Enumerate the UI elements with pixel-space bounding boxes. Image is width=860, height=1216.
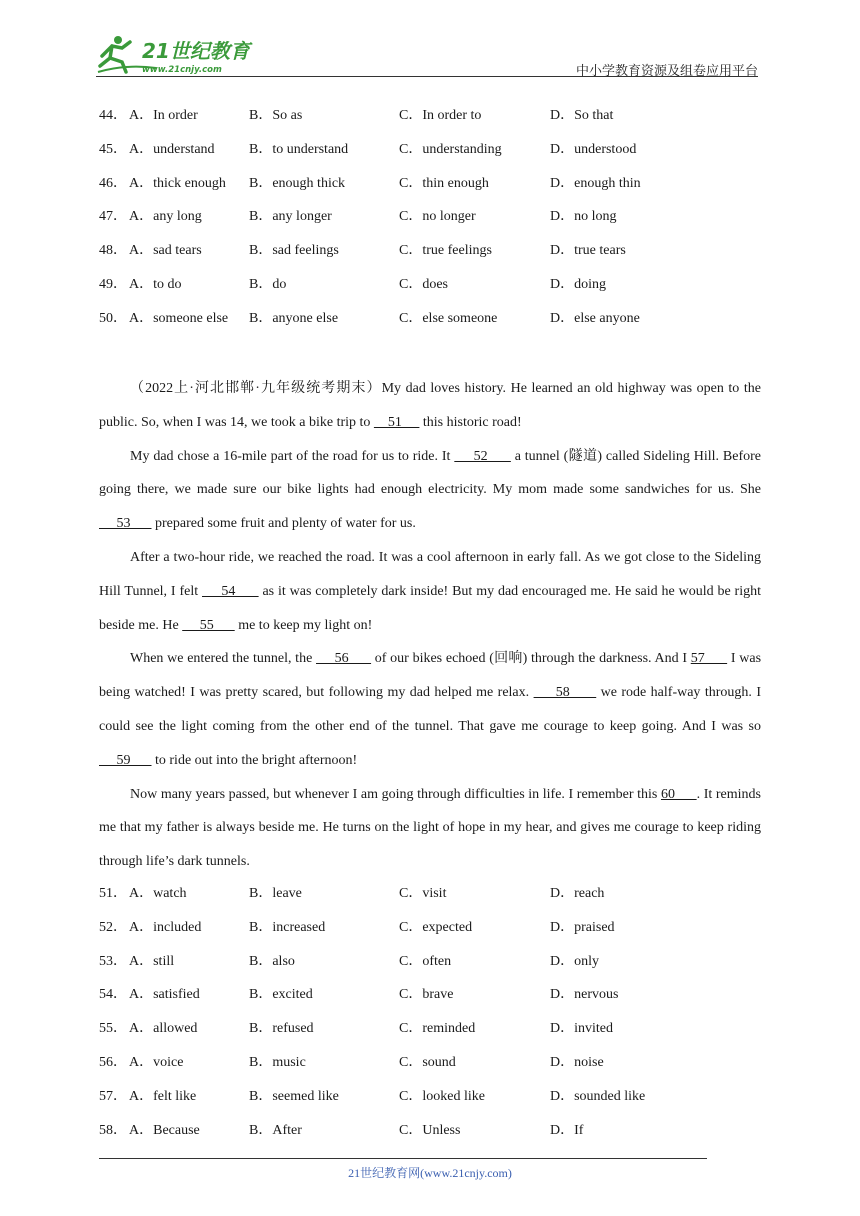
option-b: B．any longer <box>249 209 332 225</box>
blank-53: 53 <box>99 516 152 532</box>
option-a: A．understand <box>129 141 215 157</box>
option-c: C．expected <box>399 919 473 935</box>
option-b: B．So as <box>249 108 303 123</box>
blank-58: 58 <box>533 685 597 701</box>
question-number: 51． <box>99 886 127 901</box>
passage-text: of our bikes echoed (回响) through the darkness. And I <box>371 651 691 667</box>
passage-text: we rode half-way through. I could see the light coming from the other end of the tunnel. That gave me courage to keep going. And I was so <box>99 685 761 734</box>
question-number: 49． <box>99 276 127 292</box>
question-row <box>99 275 769 309</box>
option-b: B．to understand <box>249 141 349 157</box>
option-d: D．no long <box>550 209 617 225</box>
option-d: D．else anyone <box>550 310 640 326</box>
option-c: C．Unless <box>399 1122 461 1138</box>
option-a: A．thick enough <box>129 175 226 191</box>
option-d: D．invited <box>550 1021 613 1037</box>
option-a: A．Because <box>129 1122 200 1138</box>
passage-text: prepared some fruit and plenty of water for us. <box>151 516 416 532</box>
passage-text: I was being watched! I was pretty scared, but following my dad helped me relax. <box>99 651 762 701</box>
blank-57: 57 <box>690 651 728 667</box>
questions-44-50 <box>99 106 769 343</box>
question-number: 57． <box>99 1088 127 1104</box>
option-a: A．included <box>129 919 202 935</box>
question-row <box>99 140 769 174</box>
passage-text: （2022上·河北邯郸·九年级统考期末）My dad loves history. He learned an old highway was open to the public. So, when I was 14, we took a bike trip to <box>99 381 761 430</box>
option-c: C．visit <box>399 886 447 901</box>
passage-text: me to keep my light on! <box>234 617 373 633</box>
option-d: D．understood <box>550 141 637 157</box>
option-b: B．increased <box>249 919 326 935</box>
question-number: 58． <box>99 1122 127 1138</box>
passage-paragraph <box>99 440 761 541</box>
logo-url: www.21cnjy.com <box>142 65 222 75</box>
blank-60: 60 <box>660 786 697 802</box>
runner-logo-icon <box>96 34 266 76</box>
option-b: B．sad feelings <box>249 243 339 259</box>
option-a: A．satisfied <box>129 987 200 1003</box>
option-a: A．allowed <box>129 1021 198 1037</box>
blank-55: 55 <box>182 617 235 633</box>
option-c: C．thin enough <box>399 175 489 191</box>
option-d: D．nervous <box>550 987 619 1003</box>
question-number: 50． <box>99 310 127 326</box>
option-a: A．felt like <box>129 1088 197 1104</box>
option-c: C．reminded <box>399 1021 476 1037</box>
option-a: A．someone else <box>129 310 229 326</box>
option-d: D．only <box>550 953 599 969</box>
passage-text: After a two-hour ride, we reached the road. It was a cool afternoon in early fall. As we got close to the Sideling Hill Tunnel, I felt <box>99 549 761 599</box>
option-d: D．praised <box>550 919 615 935</box>
blank-56: 56 <box>316 651 372 667</box>
header-divider <box>96 76 758 77</box>
question-number: 54． <box>99 987 127 1003</box>
question-row <box>99 1019 769 1053</box>
question-row <box>99 952 769 986</box>
option-b: B．anyone else <box>249 310 339 326</box>
option-c: C．In order to <box>399 108 482 123</box>
option-d: D．sounded like <box>550 1088 646 1104</box>
option-b: B．excited <box>249 987 313 1003</box>
question-row <box>99 884 769 918</box>
platform-name: 中小学教育资源及组卷应用平台 <box>575 64 758 79</box>
option-d: D．So that <box>550 108 614 123</box>
question-row <box>99 985 769 1019</box>
passage-paragraph <box>99 778 761 879</box>
option-d: D．true tears <box>550 243 626 259</box>
question-number: 46． <box>99 175 127 191</box>
option-c: C．sound <box>399 1054 456 1070</box>
option-d: D．enough thin <box>550 175 641 191</box>
passage-paragraph <box>99 541 761 642</box>
question-row <box>99 309 769 343</box>
option-c: C．often <box>399 953 452 969</box>
option-b: B．leave <box>249 886 302 901</box>
question-number: 47． <box>99 209 127 225</box>
blank-54: 54 <box>202 583 259 599</box>
question-row <box>99 174 769 208</box>
option-b: B．enough thick <box>249 175 346 191</box>
option-a: A．to do <box>129 276 182 292</box>
option-c: C．looked like <box>399 1088 485 1104</box>
passage-text: as it was completely dark inside! But my dad encouraged me. He said he would be right beside me. He <box>99 583 762 633</box>
option-a: A．sad tears <box>129 243 202 259</box>
reading-passage <box>99 372 761 879</box>
option-d: D．reach <box>550 886 605 901</box>
question-row <box>99 1121 769 1155</box>
option-d: D．If <box>550 1122 584 1138</box>
option-b: B．refused <box>249 1021 314 1037</box>
question-row <box>99 918 769 952</box>
option-c: C．true feelings <box>399 243 492 259</box>
option-d: D．noise <box>550 1054 604 1070</box>
option-d: D．doing <box>550 276 606 292</box>
site-logo[interactable] <box>96 34 266 76</box>
passage-text: a tunnel (隧道) called Sideling Hill. Before going there, we made sure our bike lights had enough electricity. My mom made some sandwiches for us. She <box>99 448 761 498</box>
question-row <box>99 207 769 241</box>
question-number: 44． <box>99 108 127 123</box>
option-b: B．do <box>249 276 287 292</box>
questions-51-58 <box>99 884 769 1154</box>
passage-paragraph <box>99 642 761 777</box>
option-b: B．also <box>249 953 295 969</box>
passage-text: My dad chose a 16-mile part of the road for us to ride. It <box>130 448 455 464</box>
blank-59: 59 <box>99 752 152 768</box>
question-row <box>99 241 769 275</box>
option-c: C．else someone <box>399 310 498 326</box>
passage-text: to ride out into the bright afternoon! <box>151 752 358 768</box>
logo-text: 21世纪教育 <box>142 39 250 63</box>
question-number: 55． <box>99 1021 127 1037</box>
passage-text: Now many years passed, but whenever I am going through difficulties in life. I remember this <box>130 786 661 802</box>
blank-51: 51 <box>373 414 420 430</box>
option-a: A．still <box>129 953 175 969</box>
option-c: C．does <box>399 276 448 292</box>
question-number: 56． <box>99 1054 127 1070</box>
passage-text: When we entered the tunnel, the <box>130 651 317 667</box>
passage-text: . It reminds me that my father is always beside me. He turns on the light of hope in my hear, and gives me courage to keep riding through life’s dark tunnels. <box>99 786 761 870</box>
blank-52: 52 <box>454 448 511 464</box>
page-footer[interactable]: 21世纪教育网(www.21cnjy.com) <box>348 1166 512 1180</box>
option-a: A．watch <box>129 886 187 901</box>
option-a: A．voice <box>129 1054 184 1070</box>
option-c: C．understanding <box>399 141 502 157</box>
option-b: B．music <box>249 1054 306 1070</box>
passage-paragraph <box>99 372 761 440</box>
question-row <box>99 106 769 140</box>
passage-text: this historic road! <box>419 414 522 430</box>
question-number: 53． <box>99 953 127 969</box>
page-header <box>96 34 758 78</box>
question-number: 48． <box>99 243 127 259</box>
footer-divider <box>99 1158 707 1159</box>
question-row <box>99 1087 769 1121</box>
option-c: C．no longer <box>399 209 476 225</box>
option-b: B．After <box>249 1122 302 1138</box>
option-a: A．In order <box>129 108 198 123</box>
question-number: 45． <box>99 141 127 157</box>
question-number: 52． <box>99 919 127 935</box>
option-c: C．brave <box>399 987 454 1003</box>
option-b: B．seemed like <box>249 1088 339 1104</box>
option-a: A．any long <box>129 209 202 225</box>
question-row <box>99 1053 769 1087</box>
